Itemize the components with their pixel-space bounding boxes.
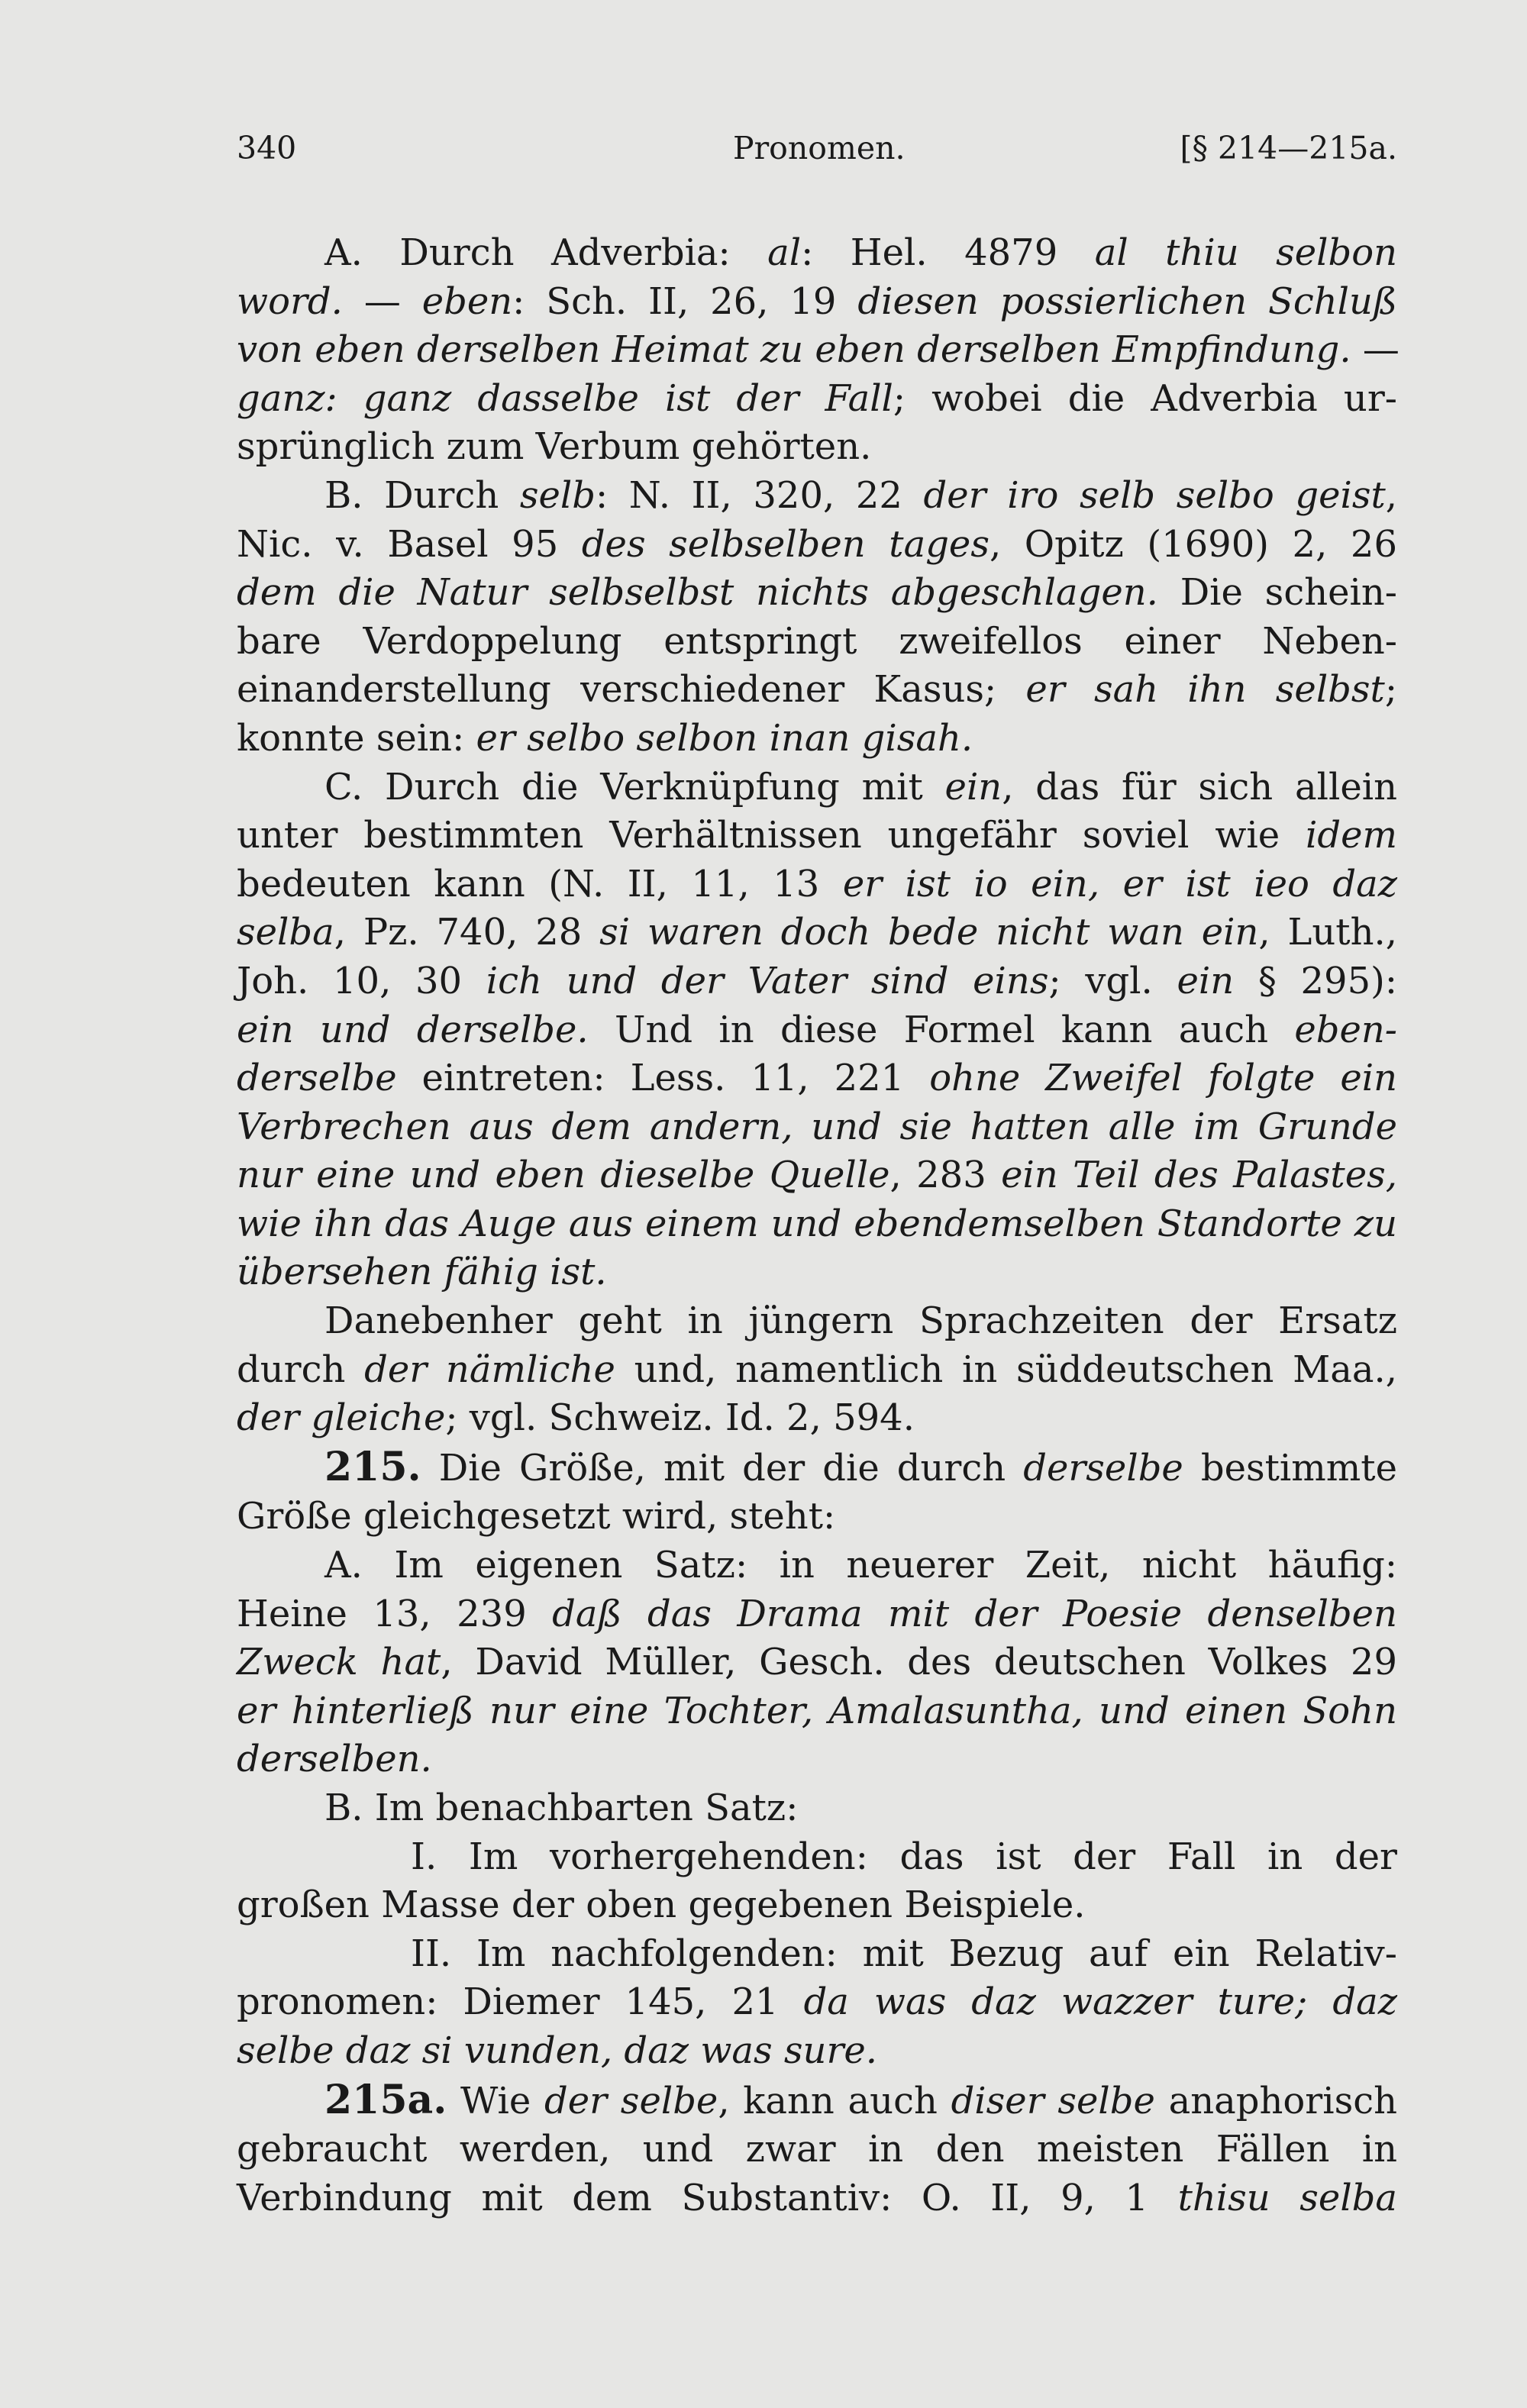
text-line [237,763,1397,812]
section-number: 215a. [324,2076,447,2123]
text-span: , Luth., [1258,911,1398,954]
italic-span: selba [237,911,334,954]
text-span: unter bestimmten Verhältnissen ungefähr soviel wie [237,814,1306,857]
text-span: : N. II, 320, 22 [596,473,924,517]
text-span: bare Verdoppelung entspringt zweifellos einer Neben- [237,619,1397,663]
text-line [237,472,1397,521]
text-span: , kann auch [718,2079,951,2122]
text-span: C. Durch die Verknüpfung mit [324,765,945,809]
text-span: , David Müller, Gesch. des deutschen Volkes 29 [441,1641,1398,1684]
text-line [237,278,1397,327]
section-number: 215. [324,1443,421,1490]
italic-span: da was daz wazzer ture; daz [803,1980,1398,2024]
italic-span: dem die Natur selbselbst nichts abgeschlagen. [237,571,1158,615]
text-span: ; [1384,668,1397,712]
text-span: Danebenher geht in jüngern Sprachzeiten der Ersatz [324,1299,1397,1343]
text-span: B. Durch [324,473,520,517]
italic-span: ich und der Vater sind eins [486,959,1049,1002]
italic-span: er sah ihn selbst [1025,668,1385,712]
text-span: , Opitz (1690) 2, 26 [989,522,1398,566]
text-span: : Hel. 4879 [801,231,1095,274]
body-text [237,229,1397,2222]
text-line [237,1248,1397,1297]
text-line [237,1103,1397,1152]
text-line [237,666,1397,715]
text-span: gebraucht werden, und zwar in den meisten Fällen in [237,2128,1397,2171]
text-line [237,1006,1397,1055]
italic-span: derselbe [237,1057,397,1100]
text-line [237,1200,1397,1249]
italic-span: al [767,231,802,274]
text-span: bestimmte [1183,1446,1398,1490]
italic-span: ein [944,765,1002,809]
text-line [237,1784,1397,1833]
page-number: 340 [237,130,297,166]
text-span: pronomen: Diemer 145, 21 [237,1980,804,2024]
text-span: Die schein- [1157,571,1398,615]
text-span: durch [237,1348,365,1391]
text-line [237,2027,1397,2076]
italic-span: idem [1306,814,1397,857]
italic-span: eben [421,279,513,323]
text-line [237,1394,1397,1443]
text-span: Die Größe, mit der die durch [421,1446,1024,1490]
text-line [237,521,1397,570]
italic-span: ein und derselbe. [237,1008,589,1051]
text-line [237,860,1397,909]
text-span: A. Im eigenen Satz: in neuerer Zeit, nicht häufig: [324,1544,1397,1587]
italic-span: der selbe [544,2079,718,2122]
text-span: Größe gleichgesetzt wird, steht: [237,1495,836,1538]
italic-span: Verbrechen aus dem andern, und sie hatten alle im Grunde [237,1105,1397,1148]
text-line [237,1297,1397,1346]
text-span: anaphorisch [1154,2079,1397,2122]
italic-span: si waren doch bede nicht wan ein [599,911,1259,954]
italic-span: ein Teil des Palastes, [1001,1154,1398,1197]
italic-span: er ist io ein, er ist ieo daz [842,862,1398,905]
italic-span: thisu selba [1177,2176,1398,2219]
text-span: I. Im vorhergehenden: das ist der Fall in der [411,1835,1397,1878]
text-line [237,1687,1397,1736]
text-span: einanderstellung verschiedener Kasus; [237,668,1026,712]
text-span: , Pz. 740, 28 [334,911,600,954]
running-title: Pronomen. [733,130,906,166]
text-line [237,618,1397,667]
text-span: : Sch. II, 26, 19 [512,279,858,323]
text-span: II. Im nachfolgenden: mit Bezug auf ein Relativ- [411,1932,1397,1975]
text-span: Heine 13, 239 [237,1592,553,1635]
running-header [237,130,1397,183]
italic-span: al thiu selbon [1094,231,1397,274]
section-reference: [§ 214—215a. [1180,130,1397,166]
text-span: sprünglich zum Verbum gehörten. [237,425,872,469]
italic-span: er hinterließ nur eine Tochter, Amalasuntha, und einen Sohn [237,1689,1397,1732]
italic-span: der iro selb selbo geist [923,473,1386,517]
italic-span: Zweck hat [237,1641,441,1684]
text-span: Joh. 10, 30 [237,959,486,1002]
text-span: Nic. v. Basel 95 [237,522,582,566]
text-line [237,2126,1397,2174]
text-line [237,715,1397,763]
italic-span: nur eine und eben dieselbe Quelle [237,1154,890,1197]
italic-span: ganz: ganz dasselbe ist der Fall [237,376,893,420]
text-span: , [1385,473,1398,517]
text-line [237,1735,1397,1784]
text-line [237,2174,1397,2223]
text-line [237,1590,1397,1639]
text-line [237,812,1397,860]
text-span: ; wobei die Adverbia ur- [893,376,1397,420]
text-span: , das für sich allein [1002,765,1397,809]
text-span: ; vgl. [1048,959,1177,1002]
italic-span: selbe daz si vunden, daz was sure. [237,2029,878,2072]
italic-span: er selbo selbon inan gisah. [476,716,973,760]
text-line [237,569,1397,618]
text-line [237,1541,1397,1590]
text-line [237,1346,1397,1395]
italic-span: ein [1177,959,1235,1002]
italic-span: der gleiche [237,1396,446,1440]
text-span: bedeuten kann (N. II, 11, 13 [237,862,843,905]
text-line [237,1443,1397,1493]
text-line [237,1054,1397,1103]
italic-span: word. [237,279,343,323]
text-line [237,957,1397,1006]
italic-span: selb [519,473,596,517]
text-span: § 295): [1234,959,1398,1002]
italic-span: von eben derselben Heimat zu eben derselben Empfindung. [237,328,1351,372]
book-page [237,130,1397,2222]
text-line [237,1978,1397,2027]
text-span: eintreten: Less. 11, 221 [396,1057,930,1100]
italic-span: daß das Drama mit der Poesie denselben [552,1592,1397,1635]
text-line [237,326,1397,375]
italic-span: des selbselben tages [581,522,989,566]
text-line [237,1881,1397,1930]
text-line [237,1833,1397,1882]
text-line [237,1930,1397,1979]
italic-span: der nämliche [364,1348,615,1391]
italic-span: übersehen fähig ist. [237,1251,607,1294]
italic-span: ohne Zweifel folgte ein [929,1057,1398,1100]
text-span: großen Masse der oben gegebenen Beispiele. [237,1883,1086,1927]
text-line [237,375,1397,424]
italic-span: diesen possierlichen Schluß [857,279,1398,323]
text-line [237,423,1397,472]
text-span: Verbindung mit dem Substantiv: O. II, 9, 1 [237,2176,1178,2219]
text-line [237,1493,1397,1541]
text-line [237,229,1397,278]
italic-span: wie ihn das Auge aus einem und ebendemselben Standorte zu [237,1202,1397,1245]
text-line [237,1151,1397,1200]
text-span: A. Durch Adverbia: [324,231,768,274]
text-span: Und in diese Formel kann auch [588,1008,1295,1051]
italic-span: diser selbe [951,2079,1155,2122]
text-line [237,909,1397,957]
text-span: B. Im benachbarten Satz: [324,1787,799,1829]
italic-span: eben- [1294,1008,1397,1051]
text-span: konnte sein: [237,716,476,760]
italic-span: derselbe [1023,1446,1183,1490]
text-span: ; vgl. Schweiz. Id. 2, 594. [445,1396,915,1440]
text-span: — [1351,328,1399,372]
text-line [237,1638,1397,1687]
text-line [237,2076,1397,2126]
text-span: und, namentlich in süddeutschen Maa., [615,1348,1397,1391]
text-span: Wie [447,2079,545,2122]
text-span: — [342,279,422,323]
text-span: , 283 [889,1154,1002,1197]
italic-span: derselben. [237,1738,432,1781]
